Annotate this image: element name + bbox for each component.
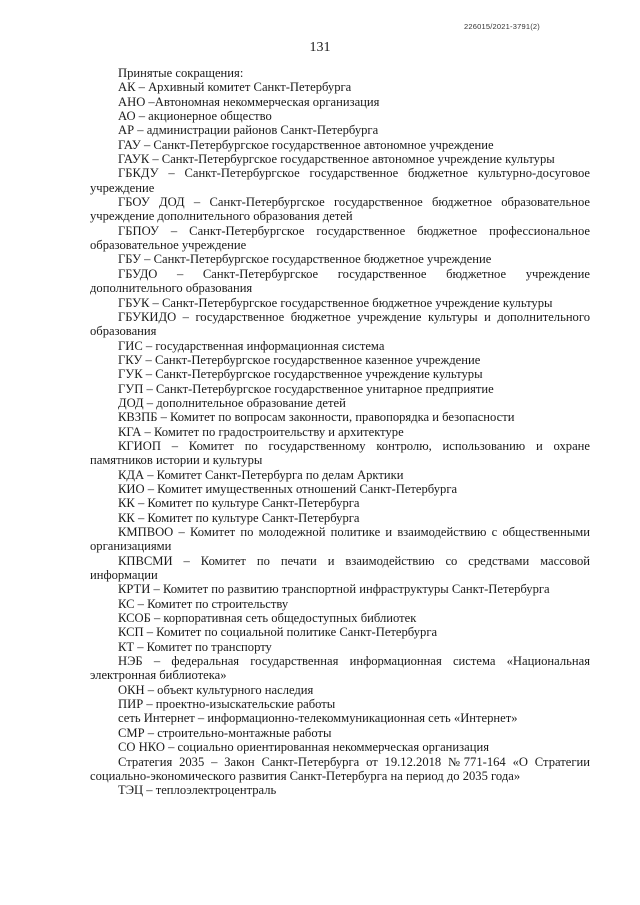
- abbreviation-entry: ПИР – проектно-изыскательские работы: [118, 697, 336, 712]
- abbreviation-entry: ГБПОУ – Санкт-Петербургское государственное бюджетное профессиональное образовательное учреждение: [90, 223, 590, 253]
- abbreviation-entry: ГБУДО – Санкт-Петербургское государственное бюджетное учреждение дополнительного образования: [90, 266, 590, 296]
- abbreviation-entry: ГБОУ ДОД – Санкт-Петербургское государственное бюджетное образовательное учреждение дополнительного образования детей: [90, 195, 590, 224]
- abbreviation-entry: ГАУК – Санкт-Петербургское государственное автономное учреждение культуры: [118, 152, 555, 167]
- abbreviation-entry: ГКУ – Санкт-Петербургское государственное казенное учреждение: [118, 352, 481, 367]
- abbreviation-entry: ТЭЦ – теплоэлектроцентраль: [118, 783, 277, 798]
- abbreviation-entry: КГИОП – Комитет по государственному контролю, использованию и охране памятников истории и культуры: [90, 438, 590, 468]
- document-id: 226015/2021-3791(2): [464, 22, 540, 31]
- abbreviation-entry: КМПВОО – Комитет по молодежной политике и взаимодействию с общественными организациями: [90, 525, 590, 554]
- abbreviation-entry: ОКН – объект культурного наследия: [118, 682, 314, 697]
- abbreviation-entry: Стратегия 2035 – Закон Санкт-Петербурга от 19.12.2018 №771-164 «О Стратегии социально-экономического развития Санкт-Петербурга на период до 2035 года»: [90, 754, 590, 783]
- abbreviation-entry: ГАУ – Санкт-Петербургское государственное автономное учреждение: [118, 137, 494, 152]
- abbreviation-entry: АР – администрации районов Санкт-Петербурга: [118, 123, 379, 138]
- abbreviation-entry: КИО – Комитет имущественных отношений Санкт-Петербурга: [118, 481, 458, 496]
- abbreviation-entry: ГИС – государственная информационная система: [118, 338, 385, 353]
- abbreviation-entry: ДОД – дополнительное образование детей: [118, 395, 346, 410]
- abbreviation-entry: сеть Интернет – информационно-телекоммуникационная сеть «Интернет»: [118, 711, 518, 726]
- abbreviation-entry: КТ – Комитет по транспорту: [118, 639, 272, 654]
- abbreviations-list: [90, 66, 590, 798]
- abbreviation-entry: ГБКДУ – Санкт-Петербургское государственное бюджетное культурно-досуговое учреждение: [90, 166, 590, 195]
- abbreviation-entry: КС – Комитет по строительству: [118, 596, 289, 611]
- abbreviation-entry: ГУК – Санкт-Петербургское государственное учреждение культуры: [118, 367, 483, 382]
- abbreviation-entry: АНО –Автономная некоммерческая организация: [118, 94, 380, 109]
- abbreviation-entry: СМР – строительно-монтажные работы: [118, 725, 332, 740]
- abbreviation-entry: КГА – Комитет по градостроительству и архитектуре: [118, 424, 404, 439]
- abbreviation-entry: ГБУ – Санкт-Петербургское государственное бюджетное учреждение: [118, 252, 492, 267]
- abbreviation-entry: АК – Архивный комитет Санкт-Петербурга: [118, 80, 352, 95]
- abbreviation-entry: КПВСМИ – Комитет по печати и взаимодействию со средствами массовой информации: [90, 553, 590, 583]
- abbreviation-entry: КДА – Комитет Санкт-Петербурга по делам Арктики: [118, 467, 404, 482]
- abbreviation-entry: КВЗПБ – Комитет по вопросам законности, правопорядка и безопасности: [118, 410, 515, 425]
- abbreviation-entry: КСОБ – корпоративная сеть общедоступных библиотек: [118, 611, 417, 626]
- abbreviation-entry: ГУП – Санкт-Петербургское государственное унитарное предприятие: [118, 381, 494, 396]
- abbreviation-entry: КСП – Комитет по социальной политике Санкт-Петербурга: [118, 625, 438, 640]
- abbreviation-entry: КРТИ – Комитет по развитию транспортной инфраструктуры Санкт-Петербурга: [118, 582, 550, 597]
- abbreviation-entry: КК – Комитет по культуре Санкт-Петербурга: [118, 496, 360, 511]
- abbreviation-entry: ГБУКИДО – государственное бюджетное учреждение культуры и дополнительного образования: [90, 309, 590, 339]
- abbreviations-heading: Принятые сокращения:: [118, 66, 244, 80]
- page-number: 131: [309, 40, 331, 55]
- abbreviation-entry: СО НКО – социально ориентированная некоммерческая организация: [118, 740, 489, 755]
- abbreviation-entry: КК – Комитет по культуре Санкт-Петербурга: [118, 510, 360, 525]
- abbreviation-entry: АО – акционерное общество: [118, 109, 272, 124]
- abbreviation-entry: ГБУК – Санкт-Петербургское государственное бюджетное учреждение культуры: [118, 295, 553, 310]
- abbreviation-entry: НЭБ – федеральная государственная информационная система «Национальная электронная библиотека»: [90, 654, 590, 683]
